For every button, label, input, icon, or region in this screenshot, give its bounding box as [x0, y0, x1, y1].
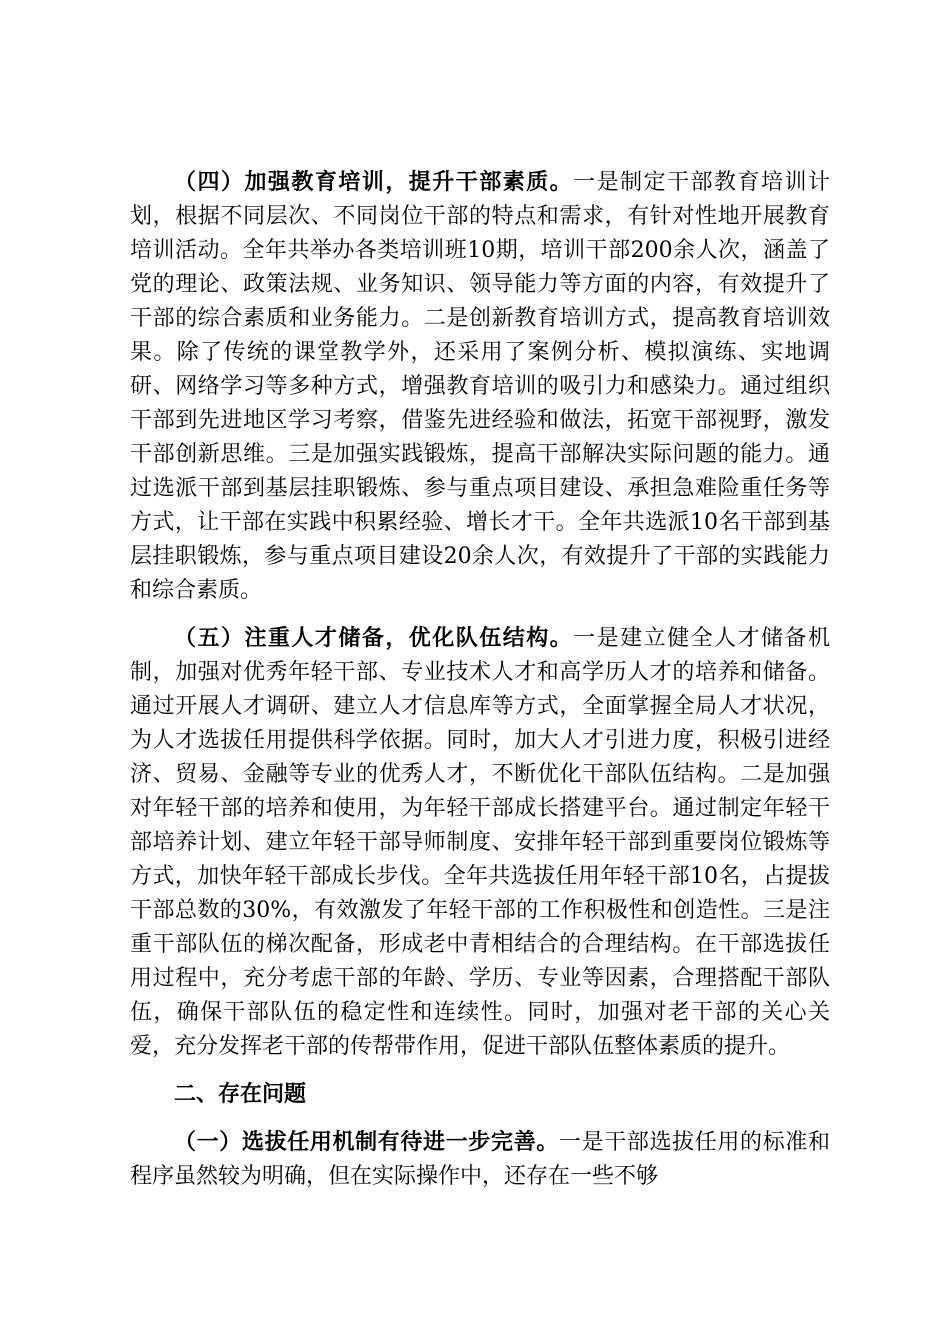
section-5-body: 一是建立健全人才储备机制，加强对优秀年轻干部、专业技术人才和高学历人才的培养和储备。通过开展人才调研、建立人才信息库等方式，全面掌握全局人才状况，为人才选拔任用提供科学依据。同时，加大人才引进力度，积极引进经济、贸易、金融等专业的优秀人才，不断优化干部队伍结构。二是加强对年轻干部的培养和使用，为年轻干部成长搭建平台。通过制定年轻干部培养计划、建立年轻干部导师制度、安排年轻干部到重要岗位锻炼等方式，加快年轻干部成长步伐。全年共选拔任用年轻干部10名，占提拔干部总数的30%，有效激发了年轻干部的工作积极性和创造性。三是注重干部队伍的梯次配备，形成老中青相结合的合理结构。在干部选拔任用过程中，充分考虑干部的年龄、学历、专业等因素，合理搭配干部队伍，确保干部队伍的稳定性和连续性。同时，加强对老干部的关心关爱，充分发挥老干部的传帮带作用，促进干部队伍整体素质的提升。 — [130, 626, 830, 1059]
section-4-body: 一是制定干部教育培训计划，根据不同层次、不同岗位干部的特点和需求，有针对性地开展教育培训活动。全年共举办各类培训班10期，培训干部200余人次，涵盖了党的理论、政策法规、业务知识、领导能力等方面的内容，有效提升了干部的综合素质和业务能力。二是创新教育培训方式，提高教育培训效果。除了传统的课堂教学外，还采用了案例分析、模拟演练、实地调研、网络学习等多种方式，增强教育培训的吸引力和感染力。通过组织干部到先进地区学习考察，借鉴先进经验和做法，拓宽干部视野，激发干部创新思维。三是加强实践锻炼，提高干部解决实际问题的能力。通过选派干部到基层挂职锻炼、参与重点项目建设、承担急难险重任务等方式，让干部在实践中积累经验、增长才干。全年共选派10名干部到基层挂职锻炼，参与重点项目建设20余人次，有效提升了干部的实践能力和综合素质。 — [130, 170, 830, 603]
issue-1-lead: （一）选拔任用机制有待进一步完善。 — [174, 1130, 559, 1155]
section-heading-problems: 二、存在问题 — [174, 1082, 307, 1107]
section-4-lead: （四）加强教育培训，提升干部素质。 — [174, 170, 574, 195]
issue-paragraph-1 — [130, 1126, 830, 1194]
issue-1-body: 一是干部选拔任用的标准和程序虽然较为明确，但在实际操作中，还存在一些不够 — [130, 1130, 830, 1189]
document-page — [130, 166, 830, 1208]
section-paragraph-5 — [130, 622, 830, 1064]
section-5-lead: （五）注重人才储备，优化队伍结构。 — [174, 626, 574, 651]
section-paragraph-4 — [130, 166, 830, 608]
